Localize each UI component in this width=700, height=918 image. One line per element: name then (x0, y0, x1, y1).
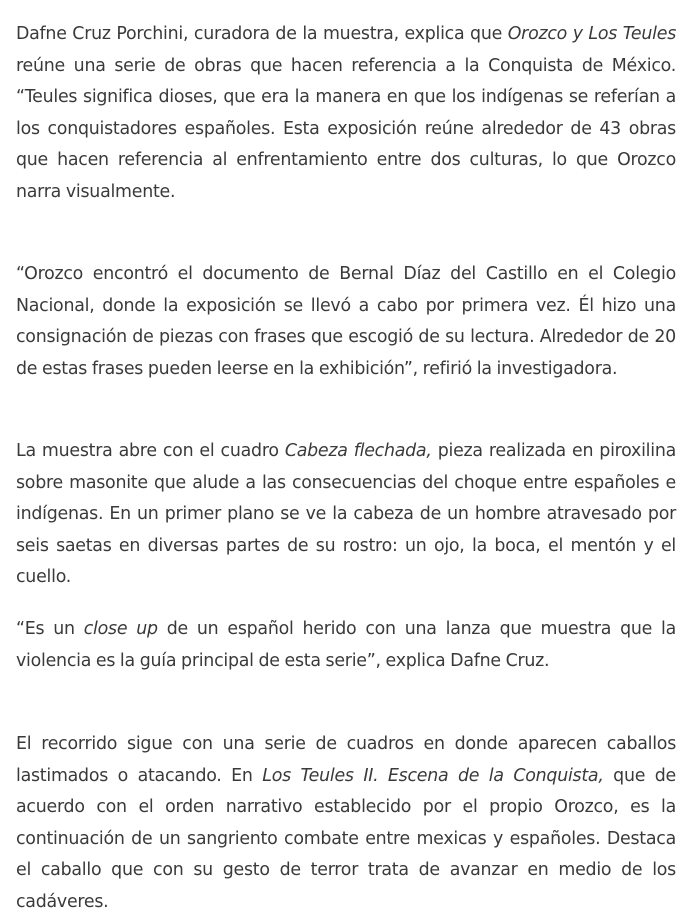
text-segment: de un español herido con una lanza que muestra que la violencia es la guía principal de esta serie”, explica Dafne Cruz. (16, 619, 676, 671)
text-segment: Dafne Cruz Porchini, curadora de la muestra, explica que (16, 24, 508, 44)
paragraph-5 (16, 729, 676, 918)
paragraph-2 (16, 259, 676, 385)
text-segment: “Orozco encontró el documento de Bernal Díaz del Castillo en el Colegio Nacional, donde la exposición se llevó a cabo por primera vez. Él hizo una consignación de piezas con frases que escogió de su lectura. Alrededor de 20 de estas frases pueden leerse en la exhibición”, refirió la investigadora. (16, 264, 676, 379)
text-segment: reúne una serie de obras que hacen referencia a la Conquista de México. “Teules significa dioses, que era la manera en que los indígenas se referían a los conquistadores españoles. Esta exposición reúne alrededor de 43 obras que hacen referencia al enfrentamiento entre dos culturas, lo que Orozco narra visualmente. (16, 55, 676, 202)
text-segment: que de acuerdo con el orden narrativo establecido por el propio Orozco, es la continuación de un sangriento combate entre mexicas y españoles. Destaca el caballo que con su gesto de terror trata de avanzar en medio de los cadáveres. (16, 765, 676, 912)
paragraph-4 (16, 614, 676, 677)
paragraph-1 (16, 19, 676, 208)
paragraph-3 (16, 436, 676, 594)
text-segment: pieza realizada en piroxilina sobre masonite que alude a las consecuencias del choque entre españoles e indígenas. En un primer plano se ve la cabeza de un hombre atravesado por seis saetas en diversas partes de su rostro: un ojo, la boca, el mentón y el cuello. (16, 441, 677, 587)
italic-title-cabeza-flechada: Cabeza flechada, (284, 441, 432, 461)
italic-term-close-up: close up (83, 619, 158, 639)
text-segment: El recorrido sigue con una serie de cuadros en donde aparecen caballos lastimados o atacando. En (16, 734, 676, 786)
text-segment: “Es un (16, 619, 84, 639)
text-segment: La muestra abre con el cuadro (16, 441, 285, 461)
italic-title-los-teules-ii: Los Teules II. Escena de la Conquista, (262, 765, 604, 786)
italic-title-orozco-y-los-teules: Orozco y Los Teules (507, 24, 676, 44)
